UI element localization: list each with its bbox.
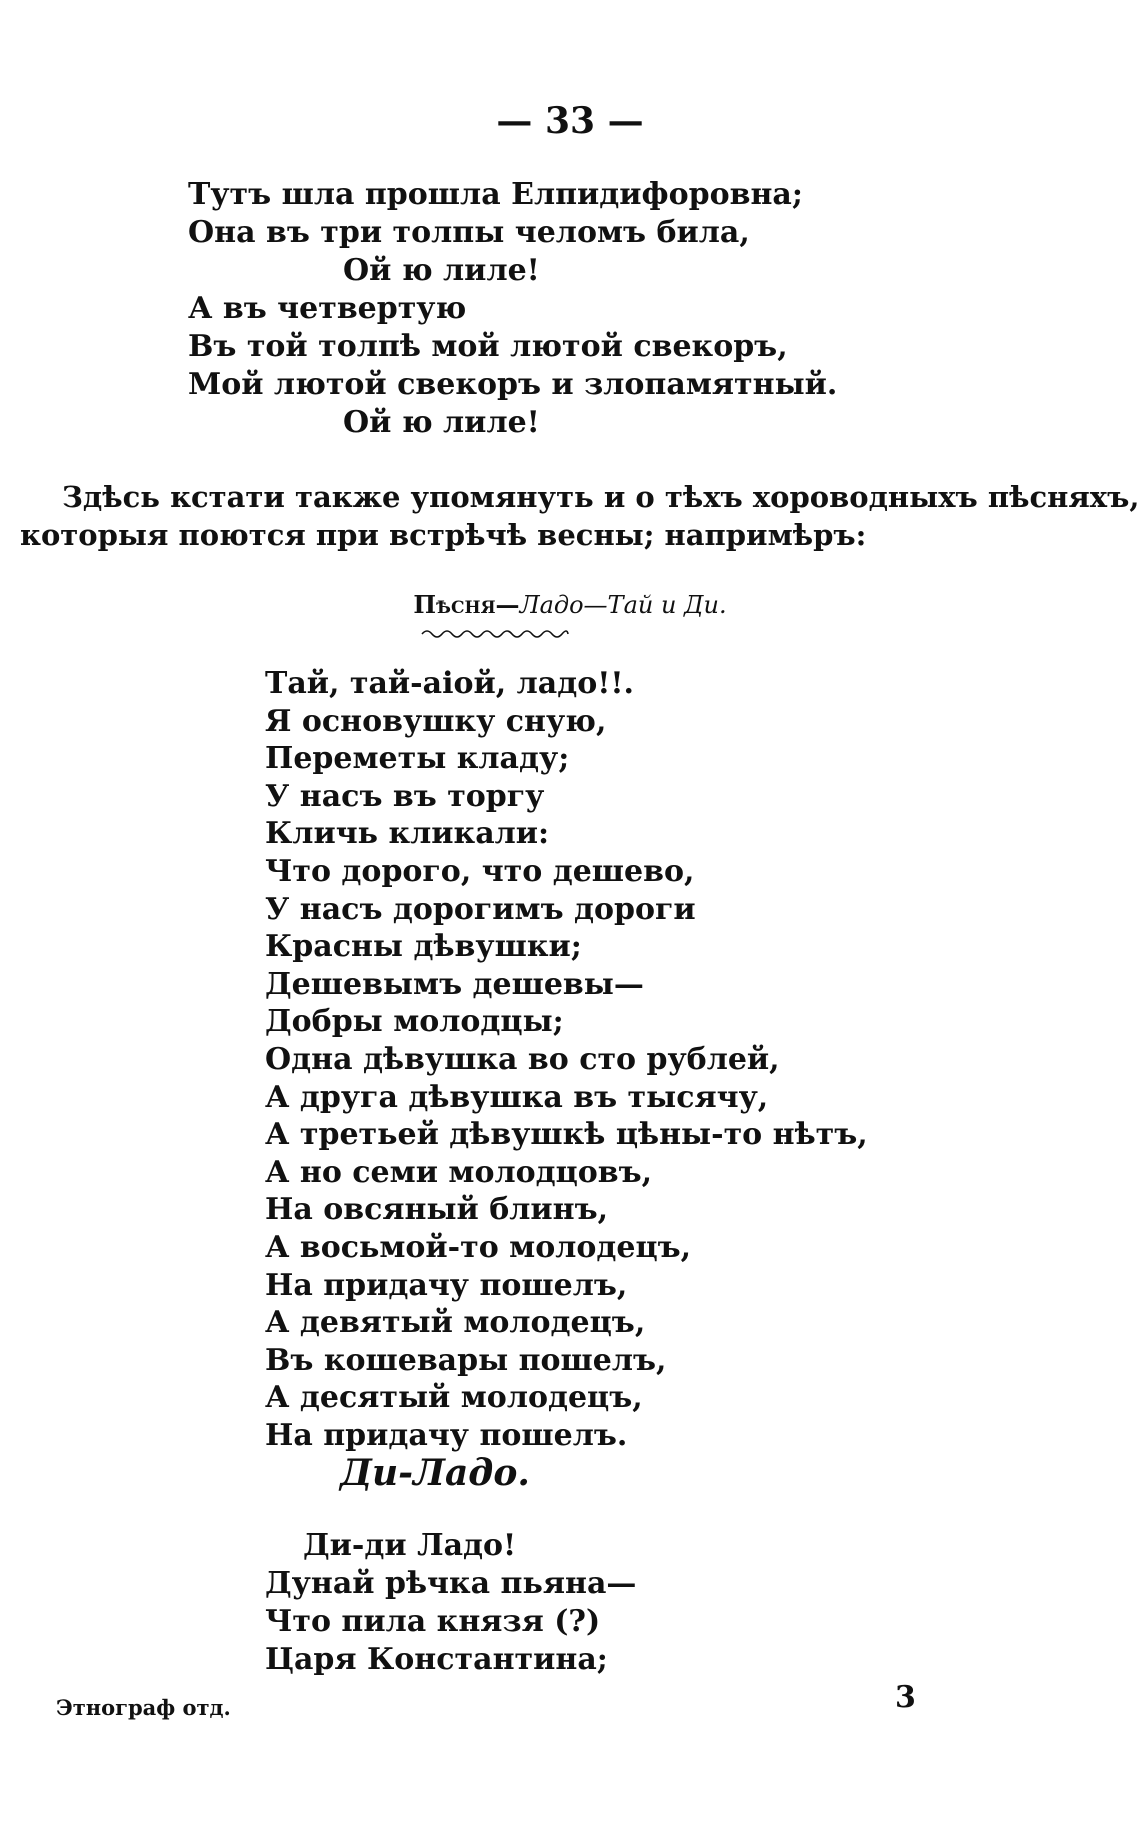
- page-number: — 33 —: [496, 100, 644, 142]
- verse-line: А третьей дѣвушкѣ цѣны-то нѣтъ,: [265, 1117, 868, 1153]
- verse-line: А въ четвертую: [188, 291, 467, 326]
- verse-line: Одна дѣвушка во сто рублей,: [265, 1041, 780, 1077]
- verse-line: Что пила князя (?): [265, 1604, 601, 1639]
- verse-line: Ди-ди Ладо!: [303, 1528, 517, 1563]
- verse-line: На придачу пошелъ.: [265, 1417, 628, 1453]
- song-heading-label: Пѣсня—: [413, 590, 520, 619]
- section-subheading: Ди-Ладо.: [340, 1452, 530, 1494]
- verse-line: Царя Константина;: [265, 1642, 608, 1677]
- footer-signature: Этнограф отд.: [56, 1695, 231, 1720]
- prose-line: Здѣсь кстати также упомянуть и о тѣхъ хороводныхъ пѣсняхъ,: [62, 480, 1140, 514]
- verse-line: Въ кошевары пошелъ,: [265, 1342, 667, 1378]
- verse-line: Я основушку сную,: [265, 703, 607, 739]
- verse-line: У насъ въ торгу: [265, 778, 545, 814]
- verse-line: Мой лютой свекоръ и злопамятный.: [188, 367, 838, 402]
- verse-first: [188, 176, 837, 442]
- verse-line: А друга дѣвушка въ тысячу,: [265, 1079, 769, 1115]
- verse-line: Кличь кликали:: [265, 816, 550, 852]
- prose-paragraph: [20, 478, 1140, 554]
- verse-line: На придачу пошелъ,: [265, 1267, 628, 1303]
- verse-line: А восьмой-то молодецъ,: [265, 1229, 692, 1265]
- wavy-divider: [420, 626, 570, 642]
- song-heading-title: Ладо—Тай и Ди.: [519, 591, 727, 619]
- verse-line: На овсяный блинъ,: [265, 1192, 609, 1228]
- verse-line: Въ той толпѣ мой лютой свекоръ,: [188, 329, 788, 364]
- prose-line: которыя поются при встрѣчѣ весны; напримѣръ:: [20, 518, 867, 552]
- footer-sheet-number: 3: [895, 1680, 916, 1715]
- verse-refrain: Ой ю лиле!: [343, 253, 540, 288]
- verse-line: Она въ три толпы челомъ била,: [188, 215, 750, 250]
- verse-line: А десятый молодецъ,: [265, 1380, 643, 1416]
- verse-line: Дешевымъ дешевы—: [265, 966, 644, 1002]
- verse-line: Тутъ шла прошла Елпидифоровна;: [188, 177, 803, 212]
- verse-refrain: Ой ю лиле!: [343, 405, 540, 440]
- verse-line: А девятый молодецъ,: [265, 1305, 646, 1341]
- verse-line: Добры молодцы;: [265, 1004, 564, 1040]
- verse-line: Дунай рѣчка пьяна—: [265, 1566, 637, 1601]
- verse-line: Переметы кладу;: [265, 741, 570, 777]
- verse-di-lado: [265, 1527, 636, 1679]
- verse-line: Красны дѣвушки;: [265, 929, 582, 965]
- verse-line: Тай, тай-аіой, ладо!!.: [265, 666, 634, 701]
- verse-line: А но семи молодцовъ,: [265, 1154, 653, 1190]
- song-heading: [0, 590, 1140, 619]
- verse-line: Что дорого, что дешево,: [265, 853, 695, 889]
- verse-song-lado: [265, 665, 868, 1454]
- verse-line: У насъ дорогимъ дороги: [265, 891, 696, 927]
